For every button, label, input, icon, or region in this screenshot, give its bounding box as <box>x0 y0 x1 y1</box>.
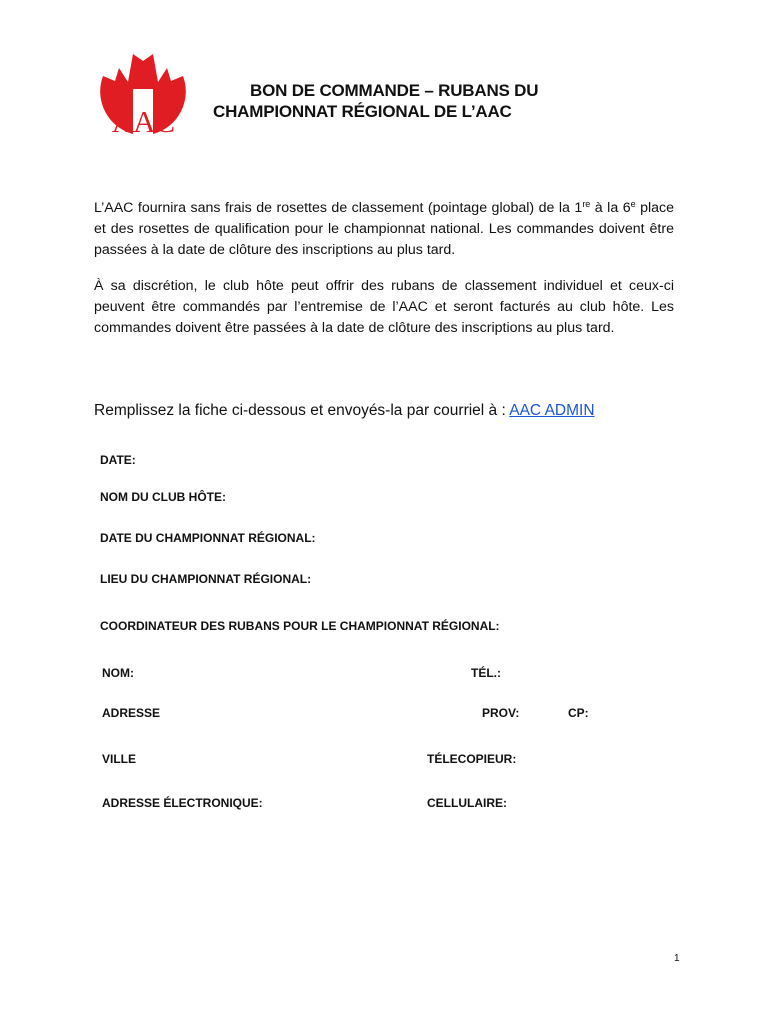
intro-text: place et des rosettes de qualification pour le championnat national. Les commandes doivent être passées à la date de clôture des inscriptions au plus tard. <box>94 200 675 258</box>
logo-text: AAC <box>111 104 175 136</box>
field-phone: TÉL.: <box>471 666 501 680</box>
title-line-2: CHAMPIONNAT RÉGIONAL DE L’AAC <box>213 102 512 121</box>
intro-paragraph-2: À sa discrétion, le club hôte peut offrir des rubans de classement individuel et ceux-ci peuvent être commandés par l’entremise de l’AAC et seront facturés au club hôte. Les commandes doivent être passées à la date de clôture des inscriptions au plus tard. <box>94 278 674 336</box>
ordinal-suffix: re <box>582 199 591 209</box>
field-province: PROV: <box>482 706 520 720</box>
field-cell: CELLULAIRE: <box>427 796 507 810</box>
page-title <box>213 80 613 122</box>
ordinal-suffix: e <box>630 199 636 209</box>
field-host-club: NOM DU CLUB HÔTE: <box>100 490 226 504</box>
aac-logo <box>88 48 198 136</box>
intro-text: L’AAC fournira sans frais de rosettes de classement (pointage global) de la 1 <box>94 200 583 216</box>
field-city: VILLE <box>102 752 137 766</box>
field-email: ADRESSE ÉLECTRONIQUE: <box>102 796 263 810</box>
page-number: 1 <box>674 953 680 964</box>
field-postal-code: CP: <box>568 706 589 720</box>
intro-paragraph-1 <box>94 198 674 261</box>
field-date: DATE: <box>100 453 136 467</box>
field-championship-location: LIEU DU CHAMPIONNAT RÉGIONAL: <box>100 572 312 586</box>
intro-text: à la 6 <box>590 200 631 216</box>
instruction-line <box>94 402 595 420</box>
aac-admin-link[interactable]: AAC ADMIN <box>509 402 595 419</box>
field-championship-date: DATE DU CHAMPIONNAT RÉGIONAL: <box>100 531 316 545</box>
field-fax: TÉLECOPIEUR: <box>427 752 517 766</box>
instruction-text: Remplissez la fiche ci-dessous et envoyés-la par courriel à : <box>94 402 510 419</box>
field-address: ADRESSE <box>102 706 161 720</box>
title-line-1: BON DE COMMANDE – RUBANS DU <box>250 81 539 100</box>
field-coordinator: COORDINATEUR DES RUBANS POUR LE CHAMPIONNAT RÉGIONAL: <box>100 619 500 633</box>
field-name: NOM: <box>102 666 134 680</box>
